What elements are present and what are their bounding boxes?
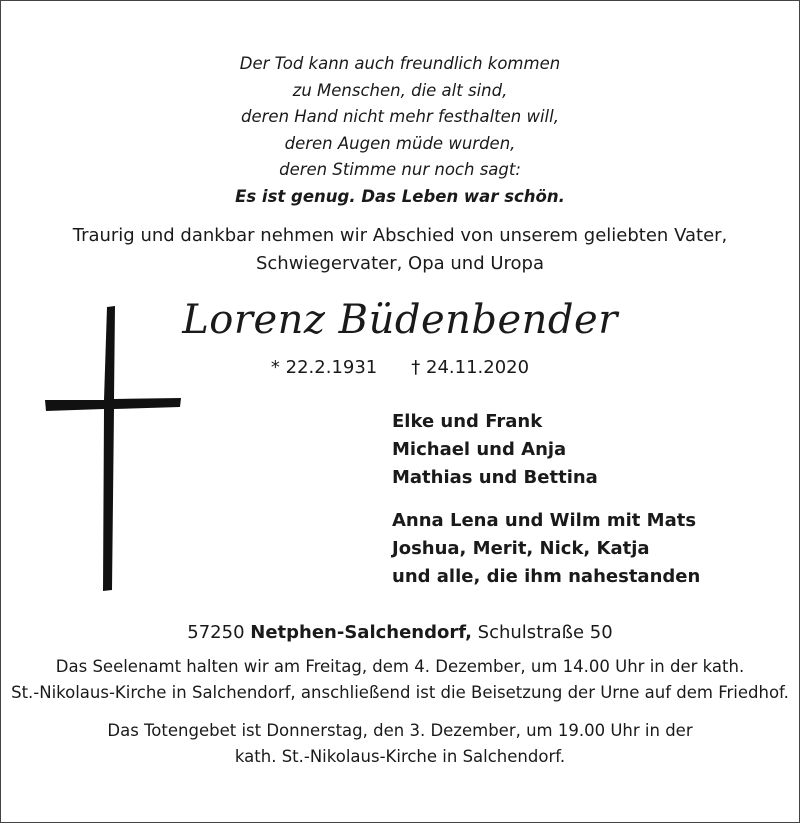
mourner-line: Anna Lena und Wilm mit Mats	[392, 510, 697, 531]
poem-line: deren Augen müde wurden,	[284, 133, 516, 153]
mourning-address	[0, 620, 800, 646]
notice-line: St.-Nikolaus-Kirche in Salchendorf, anschließend ist die Beisetzung der Urne auf dem Friedhof.	[11, 682, 789, 702]
address-zip: 57250	[187, 622, 245, 643]
poem-line: deren Stimme nur noch sagt:	[279, 160, 521, 179]
poem-closing: Es ist genug. Das Leben war schön.	[235, 186, 565, 206]
notice-line: kath. St.-Nikolaus-Kirche in Salchendorf.	[234, 746, 566, 766]
poem	[0, 51, 800, 210]
address-street: Schulstraße 50	[477, 622, 613, 643]
deceased-name: Lorenz Büdenbender	[182, 297, 618, 343]
death-date: † 24.11.2020	[411, 357, 530, 378]
poem-line: deren Hand nicht mehr festhalten will,	[241, 107, 559, 126]
mourner-line: Michael und Anja	[392, 439, 567, 460]
mourner-line: und alle, die ihm nahestanden	[392, 566, 701, 587]
intro-line: Schwiegervater, Opa und Uropa	[255, 253, 545, 274]
cross-icon	[44, 305, 184, 595]
notice-line: Das Totengebet ist Donnerstag, den 3. Dezember, um 19.00 Uhr in der	[107, 721, 693, 740]
prayer-notice	[0, 718, 800, 769]
life-dates	[0, 356, 800, 380]
children-group	[392, 408, 700, 492]
mourner-line: Joshua, Merit, Nick, Katja	[392, 538, 650, 559]
notice-line: Das Seelenamt halten wir am Freitag, dem 4. Dezember, um 14.00 Uhr in der kath.	[55, 657, 745, 676]
poem-line: Der Tod kann auch freundlich kommen	[239, 54, 561, 73]
poem-line: zu Menschen, die alt sind,	[292, 80, 508, 100]
mourner-line: Mathias und Bettina	[392, 467, 598, 488]
address-town: Netphen-Salchendorf,	[250, 622, 472, 643]
intro-line: Traurig und dankbar nehmen wir Abschied von unserem geliebten Vater,	[72, 225, 728, 246]
intro-text	[0, 222, 800, 278]
grandchildren-group	[392, 507, 700, 591]
birth-date: * 22.2.1931	[270, 357, 378, 378]
requiem-notice	[0, 654, 800, 705]
mourners-list	[392, 408, 700, 591]
mourner-line: Elke und Frank	[392, 411, 543, 432]
